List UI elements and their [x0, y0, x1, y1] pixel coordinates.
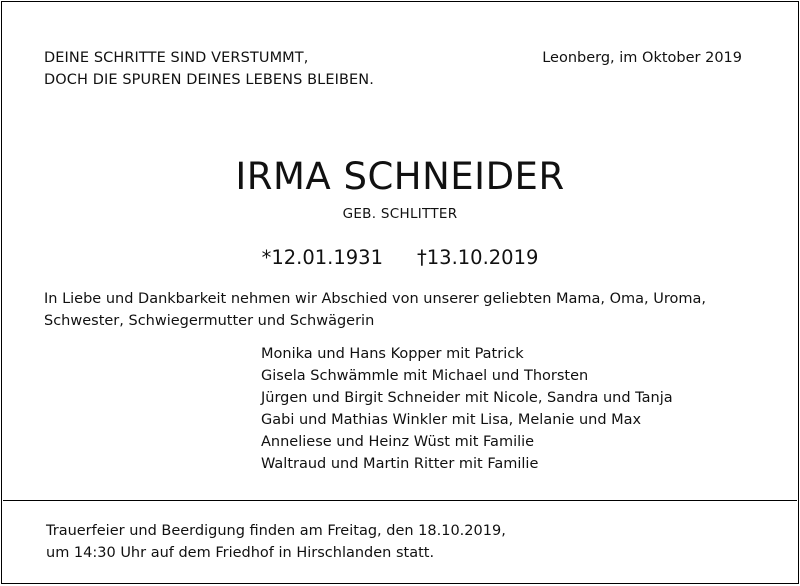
mourner-entry: Jürgen und Birgit Schneider mit Nicole, Sandra und Tanja	[261, 390, 673, 406]
mourner-entry: Waltraud und Martin Ritter mit Familie	[261, 456, 539, 472]
mourner-entry: Gisela Schwämmle mit Michael und Thorsten	[261, 368, 589, 384]
mourner-entry: Gabi und Mathias Winkler mit Lisa, Melanie und Max	[261, 412, 642, 428]
mourner-entry: Monika und Hans Kopper mit Patrick	[261, 346, 524, 362]
maiden-name: GEB. SCHLITTER	[342, 206, 458, 222]
mourner-entry: Anneliese und Heinz Wüst mit Familie	[261, 434, 535, 450]
motto-line: DEINE SCHRITTE SIND VERSTUMMT,	[44, 50, 309, 66]
mourners-list	[261, 343, 673, 475]
place-and-date: Leonberg, im Oktober 2019	[542, 50, 742, 66]
farewell-line: Schwester, Schwiegermutter und Schwägerin	[44, 313, 375, 329]
motto	[44, 47, 374, 91]
life-dates	[2, 244, 798, 272]
birth-date: *12.01.1931	[261, 246, 383, 269]
section-divider	[3, 500, 797, 501]
ceremony-line: um 14:30 Uhr auf dem Friedhof in Hirschlanden statt.	[46, 545, 435, 561]
deceased-name: IRMA SCHNEIDER	[235, 155, 565, 198]
obituary-notice	[1, 1, 799, 584]
death-date: †13.10.2019	[417, 246, 539, 269]
ceremony-line: Trauerfeier und Beerdigung finden am Freitag, den 18.10.2019,	[46, 523, 506, 539]
motto-line: DOCH DIE SPUREN DEINES LEBENS BLEIBEN.	[44, 72, 374, 88]
ceremony-info	[46, 520, 506, 564]
farewell-text	[44, 288, 764, 332]
farewell-line: In Liebe und Dankbarkeit nehmen wir Abschied von unserer geliebten Mama, Oma, Uroma,	[44, 291, 707, 307]
